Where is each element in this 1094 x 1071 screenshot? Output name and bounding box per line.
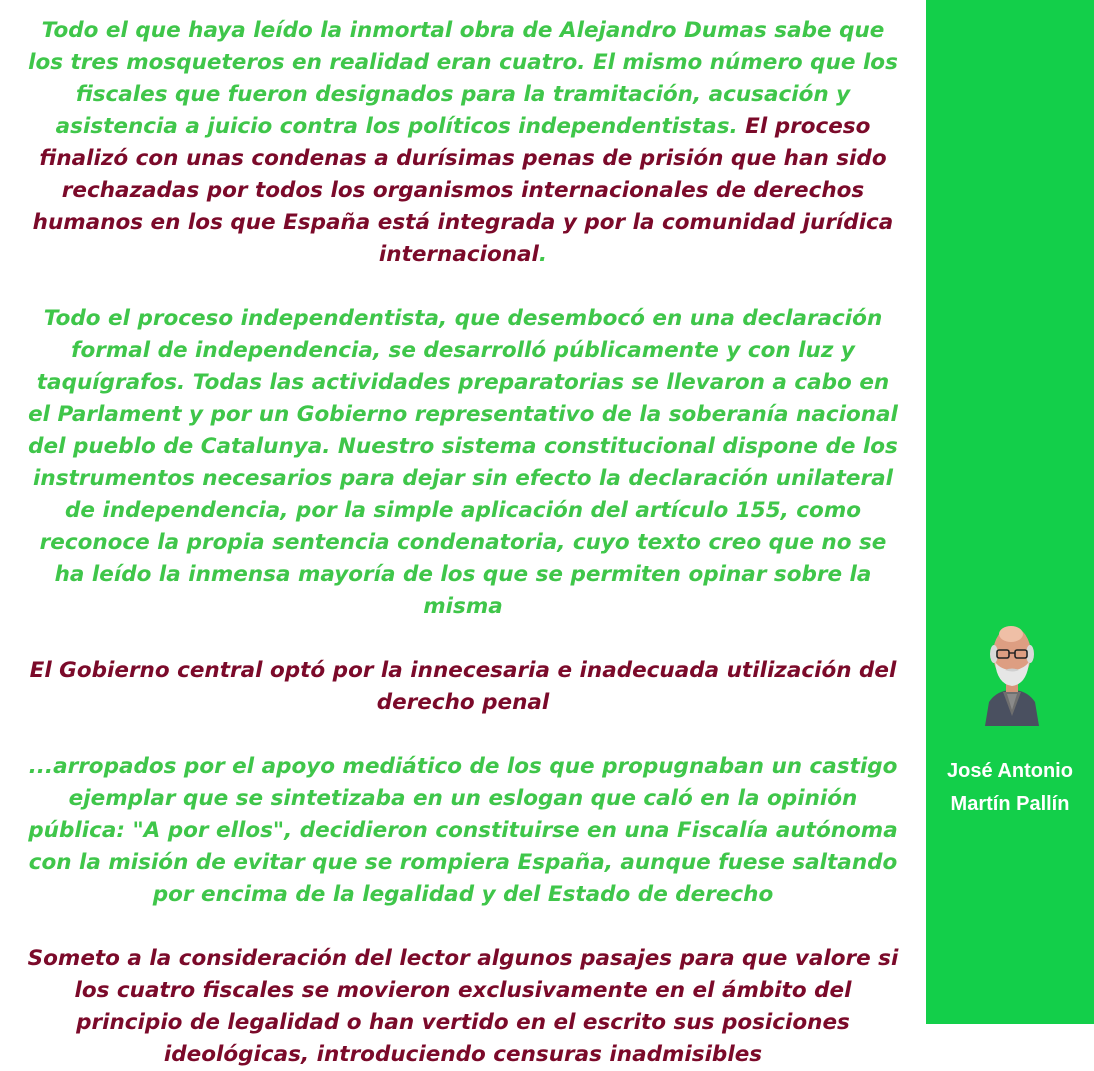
author-avatar-icon bbox=[983, 620, 1041, 726]
paragraph-1-highlight: El proceso finalizó con unas condenas a durísimas penas de prisión que han sido rechazadas por todos los organismos internacionales de derechos humanos en los que España está integrada y por la comunidad jurídica internacional bbox=[32, 114, 894, 267]
paragraph-2: Todo el proceso independentista, que desembocó en una declaración formal de independencia, se desarrolló públicamente y con luz y taquígrafos. Todas las actividades preparatorias se llevaron a cabo en el Parlament y por un Gobierno representativo de la soberanía nacional del pueblo de Catalunya. Nuestro sistema constitucional dispone de los instrumentos necesarios para dejar sin efecto la declaración unilateral de independencia, por la simple aplicación del artículo 155, como reconoce la propia sentencia condenatoria, cuyo texto creo que no se ha leído la inmensa mayoría de los que se permiten opinar sobre la misma bbox=[28, 306, 898, 619]
paragraph-gap bbox=[0, 623, 926, 655]
pull-quote-1: El Gobierno central optó por la innecesaria e inadecuada utilización del derecho penal bbox=[29, 658, 897, 715]
author-sidebar bbox=[926, 0, 1094, 1024]
author-second-line: Martín Pallín bbox=[950, 793, 1070, 815]
paragraph-gap bbox=[0, 271, 926, 303]
paragraph-gap bbox=[0, 719, 926, 751]
paragraph-1-period: . bbox=[538, 242, 548, 267]
pull-quote-2: Someto a la consideración del lector algunos pasajes para que valore si los cuatro fiscales se movieron exclusivamente en el ámbito del principio de legalidad o han vertido en el escrito sus posiciones ideológicas, introduciendo censuras inadmisibles bbox=[27, 946, 899, 1067]
paragraph-1-intro: Todo el que haya leído la inmortal obra de Alejandro Dumas sabe que los tres mosqueteros en realidad eran cuatro. El mismo número que los fiscales que fueron designados para la tramitación, acusación y asistencia a juicio contra los políticos independentistas. bbox=[28, 18, 898, 139]
author-name bbox=[926, 755, 1094, 821]
paragraph-3: ...arropados por el apoyo mediático de los que propugnaban un castigo ejemplar que se sintetizaba en un eslogan que caló en la opinión pública: "A por ellos", decidieron constituirse en una Fiscalía autónoma con la misión de evitar que se rompiera España, aunque fuese saltando por encima de la legalidad y del Estado de derecho bbox=[28, 754, 898, 907]
paragraph-1 bbox=[23, 15, 903, 271]
paragraph-gap bbox=[0, 911, 926, 943]
author-first-line: José Antonio bbox=[947, 760, 1073, 782]
